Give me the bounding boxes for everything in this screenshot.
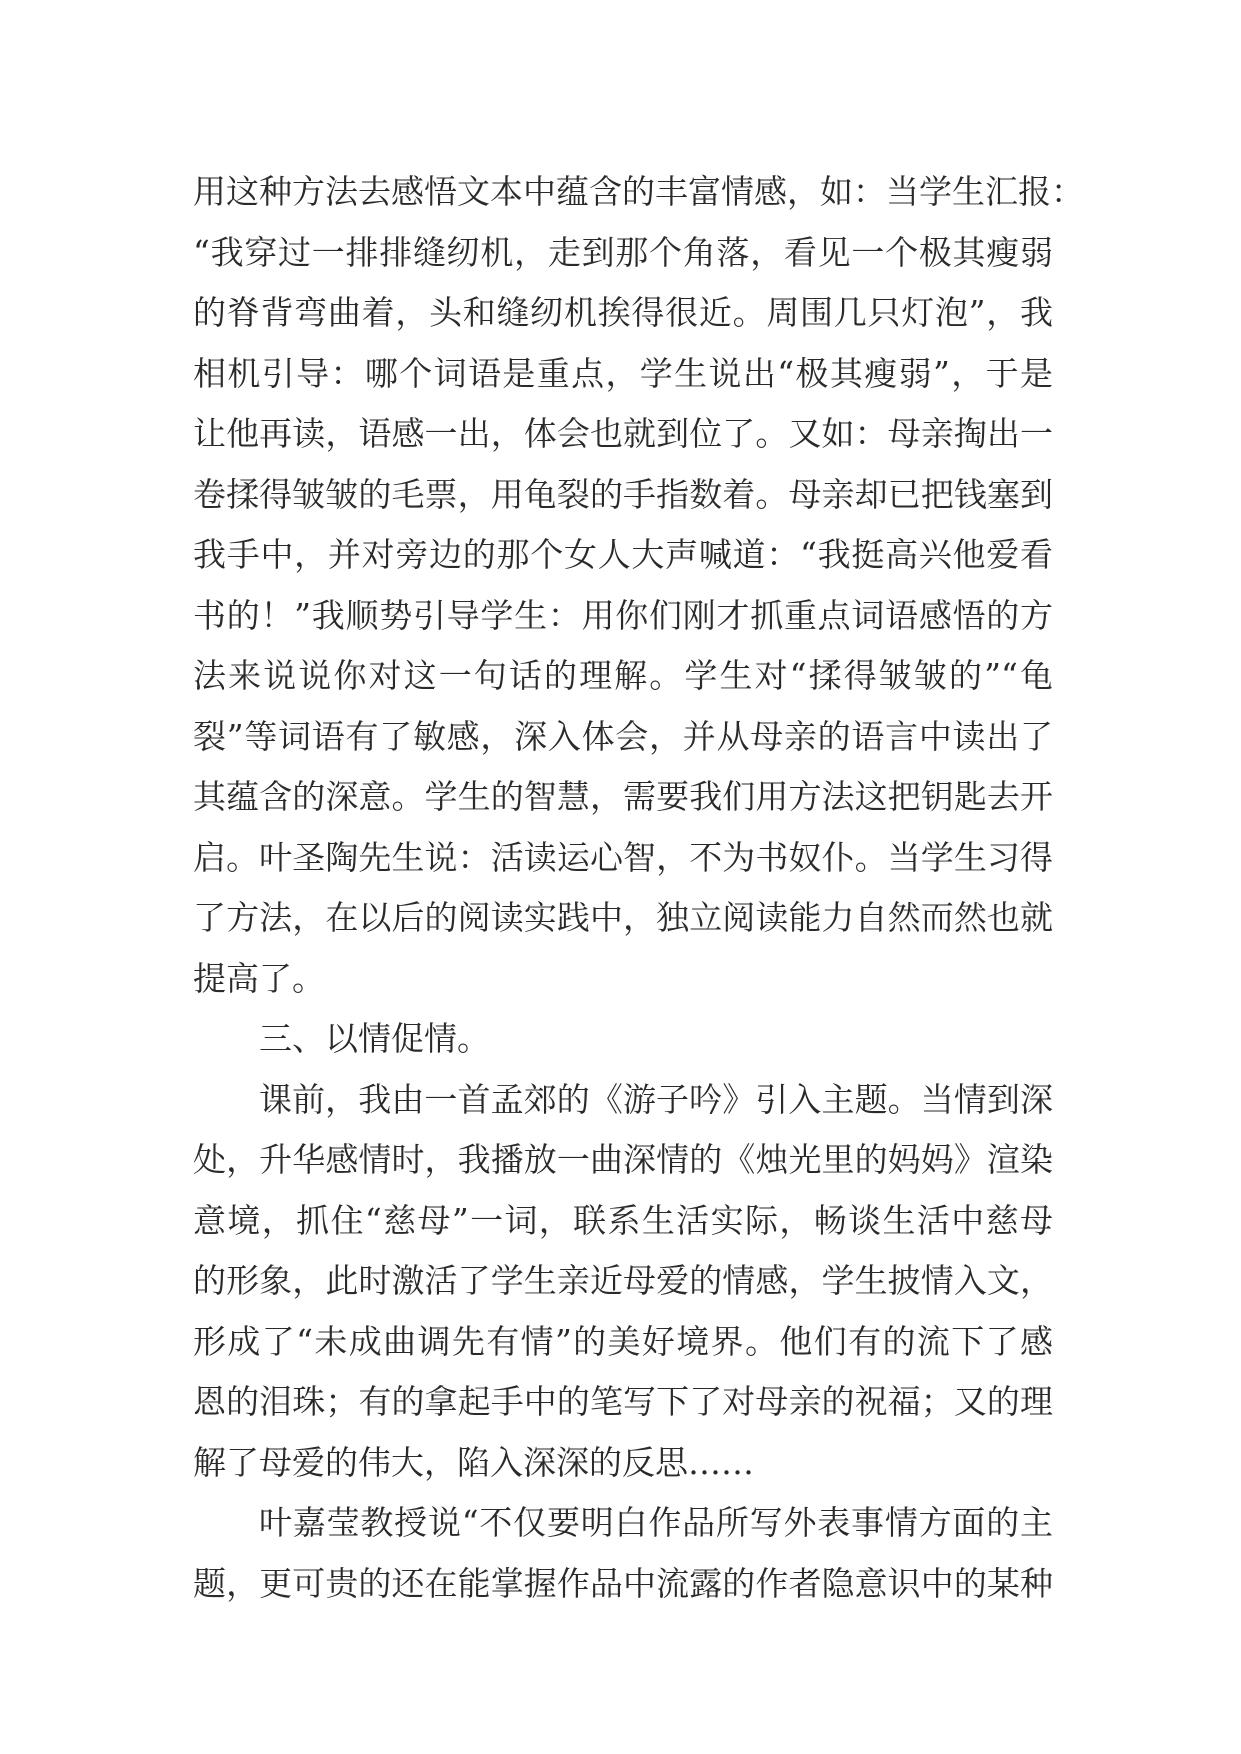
text-line: 课前，我由一首孟郊的《游子吟》引入主题。当情到深 bbox=[259, 1079, 1053, 1119]
text-line: 我手中，并对旁边的那个女人大声喊道：“我挺高兴他爱看 bbox=[193, 535, 1053, 574]
text-line: 提高了。 bbox=[193, 958, 325, 998]
text-line: 书的！”我顺势引导学生：用你们刚才抓重点词语感悟的方 bbox=[193, 595, 1053, 635]
text-line: 裂”等词语有了敏感，深入体会，并从母亲的语言中读出了 bbox=[193, 716, 1053, 756]
text-line: 叶嘉莹教授说“不仅要明白作品所写外表事情方面的主 bbox=[259, 1503, 1053, 1542]
text-line: 用这种方法去感悟文本中蕴含的丰富情感，如：当学生汇报： bbox=[193, 172, 1084, 211]
text-line: 恩的泪珠；有的拿起手中的笔写下了对母亲的祝福；又的理 bbox=[193, 1382, 1053, 1421]
text-line: 的形象，此时激活了学生亲近母爱的情感，学生披情入文， bbox=[193, 1261, 1053, 1300]
text-line: 法来说说你对这一句话的理解。学生对“揉得皱皱的”“龟 bbox=[193, 656, 1053, 695]
body-text bbox=[193, 162, 1084, 1614]
text-line: 解了母爱的伟大，陷入深深的反思…… bbox=[193, 1442, 754, 1482]
text-line: 题，更可贵的还在能掌握作品中流露的作者隐意识中的某种 bbox=[193, 1563, 1053, 1603]
text-line: 了方法，在以后的阅读实践中，独立阅读能力自然而然也就 bbox=[193, 898, 1053, 937]
text-line: 意境，抓住“慈母”一词，联系生活实际，畅谈生活中慈母 bbox=[193, 1200, 1053, 1240]
text-line: 让他再读，语感一出，体会也就到位了。又如：母亲掏出一 bbox=[193, 414, 1053, 453]
text-line: 启。叶圣陶先生说：活读运心智，不为书奴仆。当学生习得 bbox=[193, 837, 1053, 877]
text-line: 卷揉得皱皱的毛票，用龟裂的手指数着。母亲却已把钱塞到 bbox=[193, 474, 1053, 514]
section-heading: 三、以情促情。 bbox=[259, 1019, 490, 1058]
text-line: 处，升华感情时，我播放一曲深情的《烛光里的妈妈》渲染 bbox=[193, 1140, 1053, 1179]
text-line: “我穿过一排排缝纫机，走到那个角落，看见一个极其瘦弱 bbox=[193, 232, 1053, 272]
text-line: 形成了“未成曲调先有情”的美好境界。他们有的流下了感 bbox=[193, 1321, 1053, 1361]
text-line: 的脊背弯曲着，头和缝纫机挨得很近。周围几只灯泡”，我 bbox=[193, 293, 1053, 332]
text-line: 其蕴含的深意。学生的智慧，需要我们用方法这把钥匙去开 bbox=[193, 777, 1053, 816]
text-line: 相机引导：哪个词语是重点，学生说出“极其瘦弱”，于是 bbox=[193, 353, 1053, 393]
